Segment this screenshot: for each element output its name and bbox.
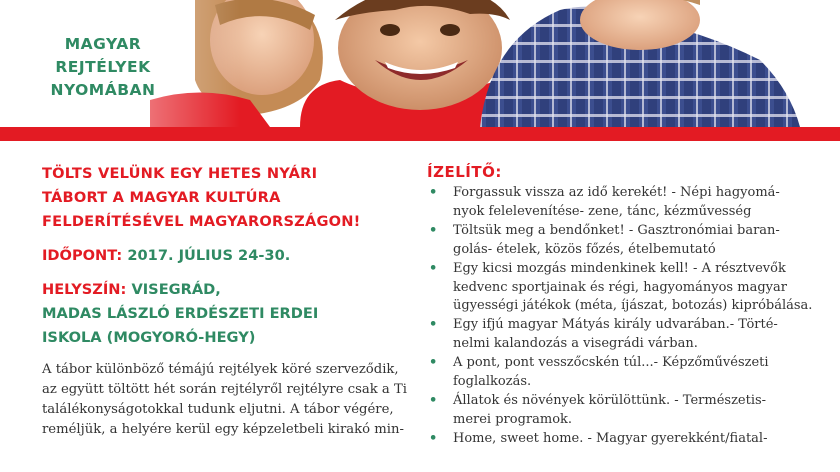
preview-heading: ÍZELÍTŐ: xyxy=(427,163,502,181)
bullet-icon: • xyxy=(429,392,438,408)
program-item-line: Home, sweet home. - Magyar gyerekként/fiatal- xyxy=(453,430,768,446)
intro-heading xyxy=(42,162,394,234)
program-item-line: Forgassuk vissza az idő kerekét! - Népi hagyomá- xyxy=(453,185,780,200)
hero-banner xyxy=(0,0,840,127)
description-paragraph xyxy=(42,360,407,440)
program-item xyxy=(427,316,822,354)
date-line xyxy=(42,244,394,268)
description-line: A tábor különböző témájú rejtélyek köré szerveződik, xyxy=(42,362,399,377)
left-column xyxy=(42,162,407,440)
description-line: találékonyságotokkal tudunk eljutni. A tábor végére, xyxy=(42,402,394,417)
hero-title xyxy=(0,33,206,102)
program-item-line: Töltsük meg a bendőnket! - Gasztronómiai baran- xyxy=(453,222,780,238)
location-block xyxy=(42,278,394,350)
program-item-line: Egy kicsi mozgás mindenkinek kell! - A résztvevők xyxy=(453,260,786,276)
red-divider-band xyxy=(0,127,840,141)
description-line: az együtt töltött hét során rejtélyről rejtélyre csak a Ti xyxy=(42,382,407,397)
program-item-line: Egy ifjú magyar Mátyás király udvarában.- Törté- xyxy=(453,317,778,333)
program-item-line: nelmi kalandozás a visegrádi várban. xyxy=(453,336,698,352)
program-item-line: merei programok. xyxy=(453,411,573,427)
program-item-line: nyok felelevenítése- zene, tánc, kézművesség xyxy=(453,203,752,219)
program-item xyxy=(427,222,822,260)
hero-title-line-3: NYOMÁBAN xyxy=(50,81,156,99)
location-line-3: ISKOLA (MOGYORÓ-HEGY) xyxy=(42,329,256,346)
program-item-line: foglalkozás. xyxy=(453,374,532,390)
program-item-line: ügyességi játékok (méta, íjászat, botozás) kipróbálása. xyxy=(453,298,813,314)
hero-title-line-2: REJTÉLYEK xyxy=(55,58,151,76)
bullet-icon: • xyxy=(429,430,438,446)
date-value: 2017. JÚLIUS 24-30. xyxy=(127,247,291,264)
location-label: HELYSZÍN: xyxy=(42,281,127,298)
program-item xyxy=(427,430,822,449)
bullet-icon: • xyxy=(429,222,438,238)
program-item-line: golás- ételek, közös főzés, ételbemutató xyxy=(453,241,716,257)
description-line: reméljük, a helyére kerül egy képzeletbeli kirakó min- xyxy=(42,422,404,437)
program-item xyxy=(427,184,822,222)
program-item-line: Állatok és növények körülöttünk. - Természetis- xyxy=(453,392,767,408)
program-list xyxy=(427,184,822,449)
program-item xyxy=(427,260,822,317)
intro-line-1: TÖLTS VELÜNK EGY HETES NYÁRI xyxy=(42,165,318,182)
bullet-icon: • xyxy=(429,185,438,200)
hero-title-line-1: MAGYAR xyxy=(64,35,142,53)
program-item-line: kedvenc sportjainak és régi, hagyományos magyar xyxy=(453,279,787,295)
intro-line-3: FELDERÍTÉSÉVEL MAGYARORSZÁGON! xyxy=(42,213,361,230)
program-item xyxy=(427,392,822,430)
location-line-1: VISEGRÁD, xyxy=(131,281,221,298)
bullet-icon: • xyxy=(429,317,438,333)
intro-line-2: TÁBORT A MAGYAR KULTÚRA xyxy=(42,189,281,206)
program-item xyxy=(427,354,822,392)
bullet-icon: • xyxy=(429,355,438,371)
right-column xyxy=(427,162,822,449)
program-item-line: A pont, pont vesszőcskén túl...- Képzőművészeti xyxy=(453,355,769,371)
bullet-icon: • xyxy=(429,260,438,276)
date-label: IDŐPONT: xyxy=(42,247,123,264)
location-line-2: MADAS LÁSZLÓ ERDÉSZETI ERDEI xyxy=(42,305,319,322)
